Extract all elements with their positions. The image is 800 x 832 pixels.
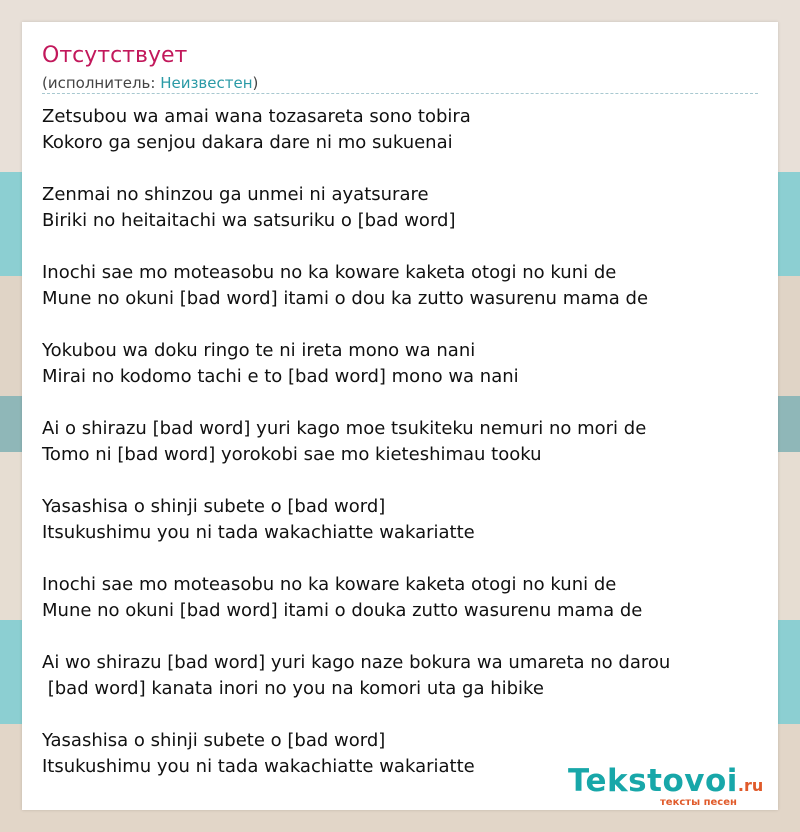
stanza-gap: [42, 702, 758, 728]
stanza-gap: [42, 234, 758, 260]
artist-prefix: (исполнитель:: [42, 74, 161, 92]
stanza: [42, 260, 758, 312]
logo-tld: .ru: [737, 776, 764, 795]
lyric-line: Zetsubou wa amai wana tozasareta sono tobira: [42, 106, 471, 127]
lyric-line: Inochi sae mo moteasobu no ka koware kaketa otogi no kuni de: [42, 262, 617, 283]
lyric-line: Yasashisa o shinji subete o [bad word]: [42, 730, 386, 751]
lyric-line: Mune no okuni [bad word] itami o douka zutto wasurenu mama de: [42, 600, 643, 621]
lyric-line: Biriki no heitaitachi wa satsuriku o [bad word]: [42, 210, 456, 231]
stanza-gap: [42, 546, 758, 572]
lyric-line: Zenmai no shinzou ga unmei ni ayatsurare: [42, 184, 429, 205]
stanza: [42, 572, 758, 624]
lyric-line: Mune no okuni [bad word] itami o dou ka zutto wasurenu mama de: [42, 288, 649, 309]
title-divider: [42, 93, 758, 94]
stanza-gap: [42, 156, 758, 182]
song-title: Отсутствует: [42, 43, 188, 68]
stanza: [42, 650, 758, 702]
lyric-line: Itsukushimu you ni tada wakachiatte wakariatte: [42, 756, 475, 777]
logo-name: Tekstovoi: [568, 763, 738, 799]
stanza: [42, 104, 758, 156]
artist-link[interactable]: Неизвестен: [160, 74, 253, 92]
lyric-line: Tomo ni [bad word] yorokobi sae mo kieteshimau tooku: [42, 444, 542, 465]
lyrics-text: [42, 104, 758, 780]
stanza-gap: [42, 624, 758, 650]
stanza-gap: [42, 468, 758, 494]
stanza: [42, 494, 758, 546]
lyric-line: [bad word] kanata inori no you na komori uta ga hibike: [42, 678, 544, 699]
lyric-line: Mirai no kodomo tachi e to [bad word] mono wa nani: [42, 366, 519, 387]
lyric-line: Yokubou wa doku ringo te ni ireta mono wa nani: [42, 340, 476, 361]
lyric-line: Yasashisa o shinji subete o [bad word]: [42, 496, 386, 517]
lyric-line: Itsukushimu you ni tada wakachiatte wakariatte: [42, 522, 475, 543]
lyric-line: Inochi sae mo moteasobu no ka koware kaketa otogi no kuni de: [42, 574, 617, 595]
lyric-line: Ai wo shirazu [bad word] yuri kago naze bokura wa umareta no darou: [42, 652, 671, 673]
artist-line: [42, 73, 258, 93]
stanza-gap: [42, 390, 758, 416]
logo-tagline: тексты песен: [660, 797, 737, 808]
lyrics-card: [22, 22, 778, 810]
stanza: [42, 416, 758, 468]
lyric-line: Kokoro ga senjou dakara dare ni mo sukuenai: [42, 132, 453, 153]
lyric-line: Ai o shirazu [bad word] yuri kago moe tsukiteku nemuri no mori de: [42, 418, 647, 439]
stanza-gap: [42, 312, 758, 338]
stanza: [42, 182, 758, 234]
stanza: [42, 338, 758, 390]
artist-suffix: ): [252, 74, 259, 92]
site-logo[interactable]: [568, 763, 764, 808]
